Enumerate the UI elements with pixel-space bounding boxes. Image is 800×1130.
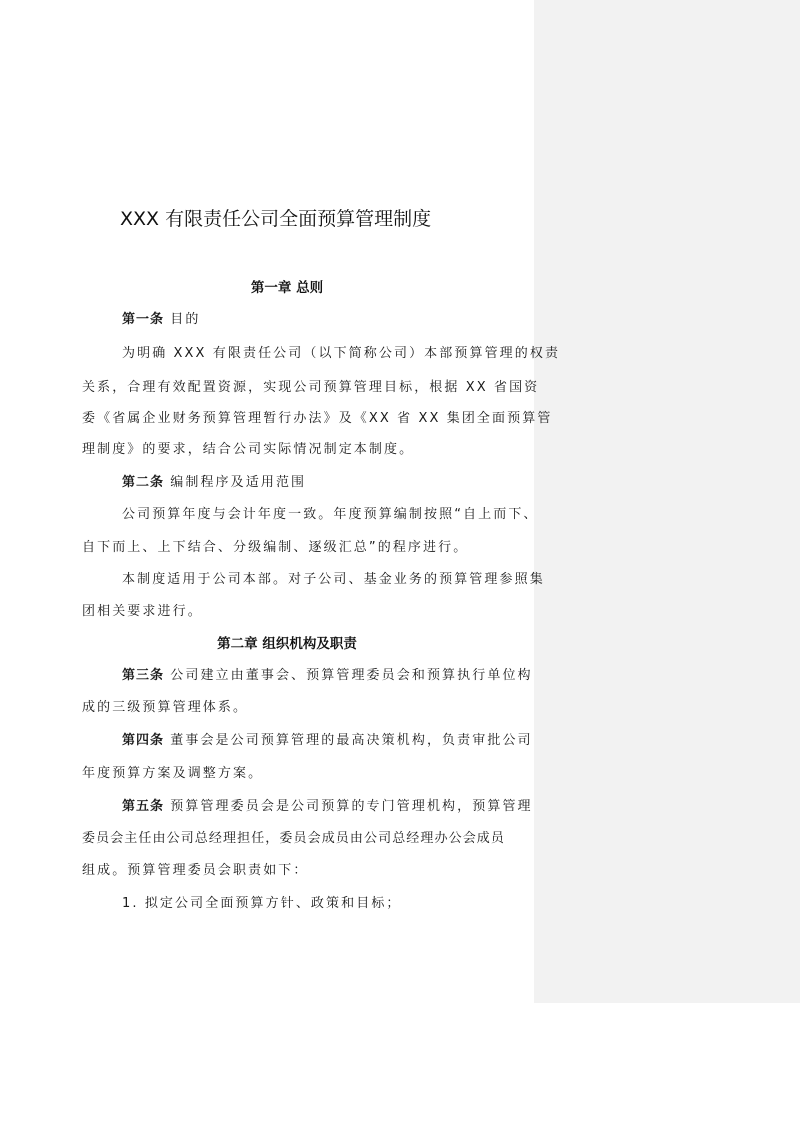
article-1-line-1: 为明确 XXX 有限责任公司（以下简称公司）本部预算管理的权责 xyxy=(122,346,561,361)
article-2-title: 编制程序及适用范围 xyxy=(164,475,307,490)
article-2-line-3: 本制度适用于公司本部。对子公司、基金业务的预算管理参照集 xyxy=(122,572,545,587)
article-1-line-2: 关系，合理有效配置资源，实现公司预算管理目标，根据 XX 省国资 xyxy=(82,380,540,395)
article-1-line-3: 委《省属企业财务预算管理暂行办法》及《XX 省 XX 集团全面预算管 xyxy=(82,411,553,426)
article-5-line-1 xyxy=(122,795,533,814)
article-2-label: 第二条 xyxy=(122,475,165,490)
article-3-label: 第三条 xyxy=(122,668,165,683)
article-2-line-4: 团相关要求进行。 xyxy=(82,604,203,619)
article-4-line-1 xyxy=(122,729,533,748)
article-4-line-2: 年度预算方案及调整方案。 xyxy=(82,766,264,781)
article-3-line-2: 成的三级预算管理体系。 xyxy=(82,700,249,715)
article-4-label: 第四条 xyxy=(122,733,165,748)
article-3-line-1 xyxy=(122,664,533,683)
document-title: XXX 有限责任公司全面预算管理制度 xyxy=(120,208,432,230)
article-5-line-3: 组成。预算管理委员会职责如下： xyxy=(82,863,309,878)
article-5-text-1: 预算管理委员会是公司预算的专门管理机构，预算管理 xyxy=(164,799,533,814)
article-1-title: 目的 xyxy=(164,312,201,327)
chapter-2-heading: 第二章 组织机构及职责 xyxy=(217,636,357,652)
article-2-line-2: 自下而上、上下结合、分级编制、逐级汇总”的程序进行。 xyxy=(82,540,469,555)
article-5-line-2: 委员会主任由公司总经理担任，委员会成员由公司总经理办公会成员 xyxy=(82,831,506,846)
list-item-1: 1. 拟定公司全面预算方针、政策和目标； xyxy=(122,896,402,911)
article-1-line-4: 理制度》的要求，结合公司实际情况制定本制度。 xyxy=(82,442,415,457)
article-2-line-1: 公司预算年度与会计年度一致。年度预算编制按照“自上而下、 xyxy=(122,507,539,522)
article-2-heading xyxy=(122,471,306,490)
article-1-label: 第一条 xyxy=(122,312,165,327)
article-5-label: 第五条 xyxy=(122,799,165,814)
article-1-heading xyxy=(122,308,200,327)
chapter-1-heading: 第一章 总则 xyxy=(250,280,324,296)
article-4-text-1: 董事会是公司预算管理的最高决策机构，负责审批公司 xyxy=(164,733,533,748)
comment-margin-panel xyxy=(534,0,800,1003)
article-3-text-1: 公司建立由董事会、预算管理委员会和预算执行单位构 xyxy=(164,668,533,683)
